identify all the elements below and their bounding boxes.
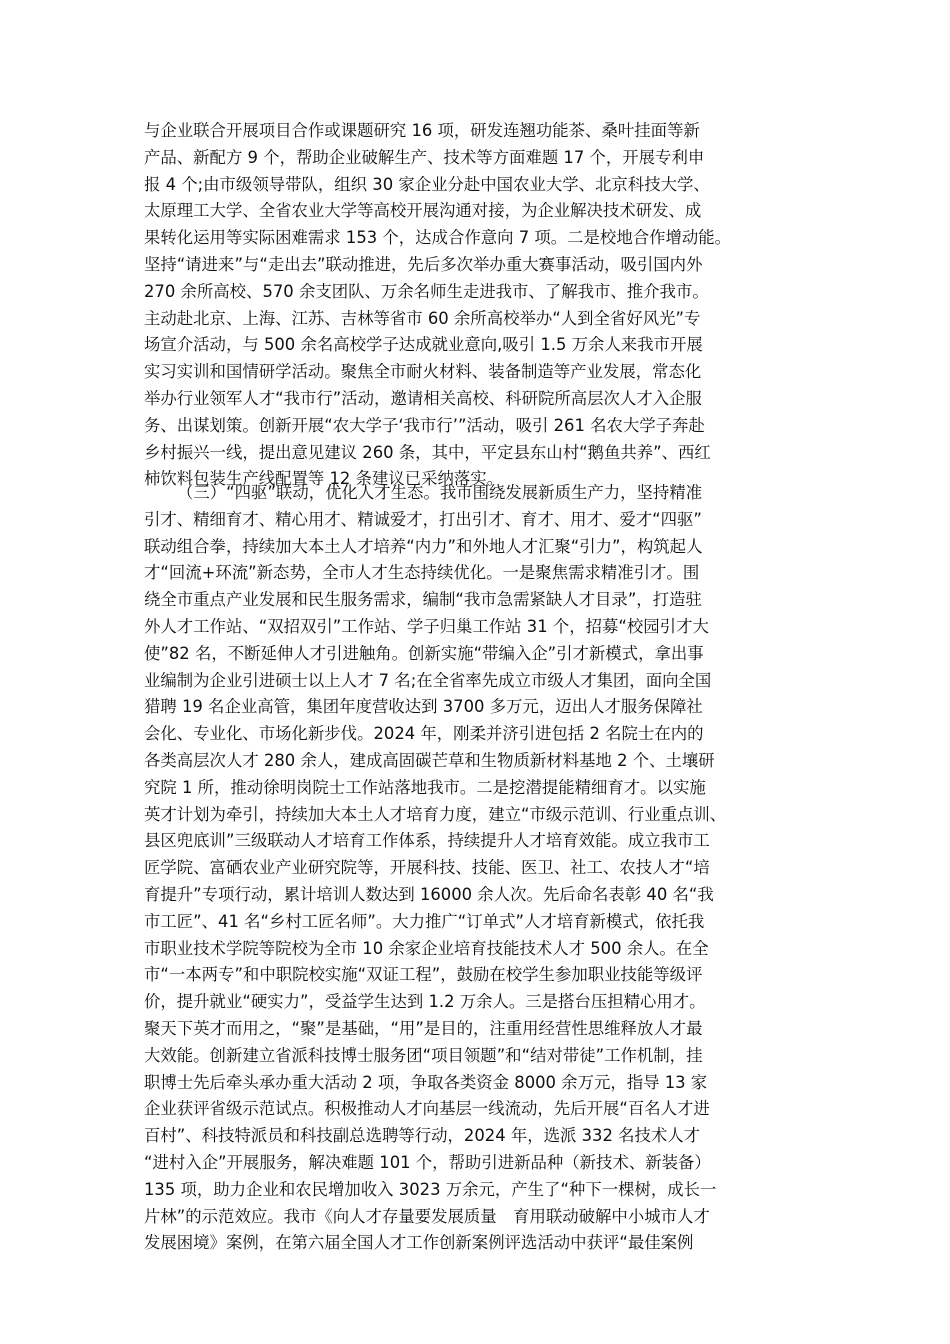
paragraph-line: 匠学院、富硒农业产业研究院等，开展科技、技能、医卫、社工、农技人才“培 [144,858,710,878]
paragraph-line: 究院 1 所，推动徐明岗院士工作站落地我市。二是挖潜提能精细育才。以实施 [144,777,706,797]
paragraph-line: 太原理工大学、全省农业大学等高校开展沟通对接，为企业解决技术研发、成 [144,201,702,221]
paragraph-line: 联动组合拳，持续加大本土人才培养“内力”和外地人才汇聚“引力”，构筑起人 [144,536,703,556]
paragraph-line: 猎聘 19 名企业高管，集团年度营收达到 3700 多万元，迈出人才服务保障社 [144,697,703,717]
paragraph-line: 发展困境》案例，在第六届全国人才工作创新案例评选活动中获评“最佳案例 [144,1233,694,1253]
paragraph-line: 270 余所高校、570 余支团队、万余名师生走进我市、了解我市、推介我市。 [144,281,709,301]
paragraph-line: 主动赴北京、上海、江苏、吉林等省市 60 余所高校举办“人到全省好风光”专 [144,308,701,328]
paragraph-first-line: （三）“四驱”联动，优化人才生态。我市围绕发展新质生产力，坚持精准 [177,483,703,502]
paragraph-line: 大效能。创新建立省派科技博士服务团“项目领题”和“结对带徒”工作机制，挂 [144,1045,703,1065]
paragraph-line: 务、出谋划策。创新开展“农大学子‘我市行’”活动，吸引 261 名农大学子奔赴 [144,415,705,435]
paragraph-line: 县区兜底训”三级联动人才培育工作体系，持续提升人才培育效能。成立我市工 [144,831,710,851]
paragraph-line: 会化、专业化、市场化新步伐。2024 年，刚柔并济引进包括 2 名院士在内的 [144,724,704,744]
paragraph-line: 市职业技术学院等院校为全市 10 余家企业培育技能技术人才 500 余人。在全 [144,938,709,958]
paragraph-line: 柿饮料包装生产线配置等 12 条建议已采纳落实。 [144,469,504,489]
paragraph-line: 场宣介活动，与 500 余名高校学子达成就业意向,吸引 1.5 万余人来我市开展 [144,335,703,355]
paragraph-line: 百村”、科技特派员和科技副总选聘等行动，2024 年，选派 332 名技术人才 [144,1126,701,1146]
paragraph-line: 业编制为企业引进硕士以上人才 7 名;在全省率先成立市级人才集团，面向全国 [144,670,712,690]
paragraph-line: 育提升”专项行动，累计培训人数达到 16000 余人次。先后命名表彰 40 名“我 [144,884,714,904]
paragraph-line: 职博士先后牵头承办重大活动 2 项，争取各类资金 8000 余万元，指导 13 家 [144,1072,708,1092]
paragraph-line: 使”82 名，不断延伸人才引进触角。创新实施“带编入企”引才新模式，拿出事 [144,643,704,663]
paragraph-line: 报 4 个;由市级领导带队，组织 30 家企业分赴中国农业大学、北京科技大学、 [144,174,710,194]
paragraph-line: 市工匠”、41 名“乡村工匠名师”。大力推广“订单式”人才培育新模式，依托我 [144,911,705,931]
paragraph-line: 绕全市重点产业发展和民生服务需求，编制“我市急需紧缺人才目录”，打造驻 [144,590,702,610]
paragraph-line: 各类高层次人才 280 余人，建成高固碳芒草和生物质新材料基地 2 个、土壤研 [144,750,715,770]
paragraph-line: 企业获评省级示范试点。积极推动人才向基层一线流动，先后开展“百名人才进 [144,1099,710,1119]
paragraph-four-drive-linkage [144,480,814,1257]
paragraph-line: 市“一本两专”和中职院校实施“双证工程”，鼓励在校学生参加职业技能等级评 [144,965,703,985]
paragraph-line: 引才、精细育才、精心用才、精诚爱才，打出引才、育才、用才、爱才“四驱” [144,509,702,529]
paragraph-line: 与企业联合开展项目合作或课题研究 16 项，研发连翘功能茶、桑叶挂面等新 [144,121,700,140]
paragraph-line: “进村入企”开展服务，解决难题 101 个，帮助引进新品种（新技术、新装备） [144,1152,711,1172]
paragraph-line: 价，提升就业“硬实力”，受益学生达到 1.2 万余人。三是搭台压担精心用才。 [144,992,706,1012]
paragraph-line: 果转化运用等实际困难需求 153 个，达成合作意向 7 项。二是校地合作增动能。 [144,228,732,248]
paragraph-line: 英才计划为牵引，持续加大本土人才培育力度，建立“市级示范训、行业重点训、 [144,804,727,824]
paragraph-line: 举办行业领军人才“我市行”活动，邀请相关高校、科研院所高层次人才入企服 [144,388,702,408]
paragraph-line: 外人才工作站、“双招双引”工作站、学子归巢工作站 31 个，招募“校园引才大 [144,616,709,636]
paragraph-line: 坚持“请进来”与“走出去”联动推进，先后多次举办重大赛事活动，吸引国内外 [144,254,703,274]
paragraph-line: 乡村振兴一线，提出意见建议 260 条，其中，平定县东山村“鹅鱼共养”、西红 [144,442,711,462]
paragraph-line: 产品、新配方 9 个，帮助企业破解生产、技术等方面难题 17 个，开展专利申 [144,147,705,167]
paragraph-line: 聚天下英才而用之，“聚”是基础，“用”是目的，注重用经营性思维释放人才最 [144,1018,703,1038]
paragraph-line: 实习实训和国情研学活动。聚焦全市耐火材料、装备制造等产业发展，常态化 [144,362,702,382]
paragraph-line: 才“回流+环流”新态势，全市人才生态持续优化。一是聚焦需求精准引才。围 [144,563,700,583]
paragraph-school-enterprise-cooperation [144,118,814,493]
paragraph-line: 片林”的示范效应。我市《向人才存量要发展质量 育用联动破解中小城市人才 [144,1206,710,1226]
paragraph-line: 135 项，助力企业和农民增加收入 3023 万余元，产生了“种下一棵树，成长一 [144,1179,717,1199]
